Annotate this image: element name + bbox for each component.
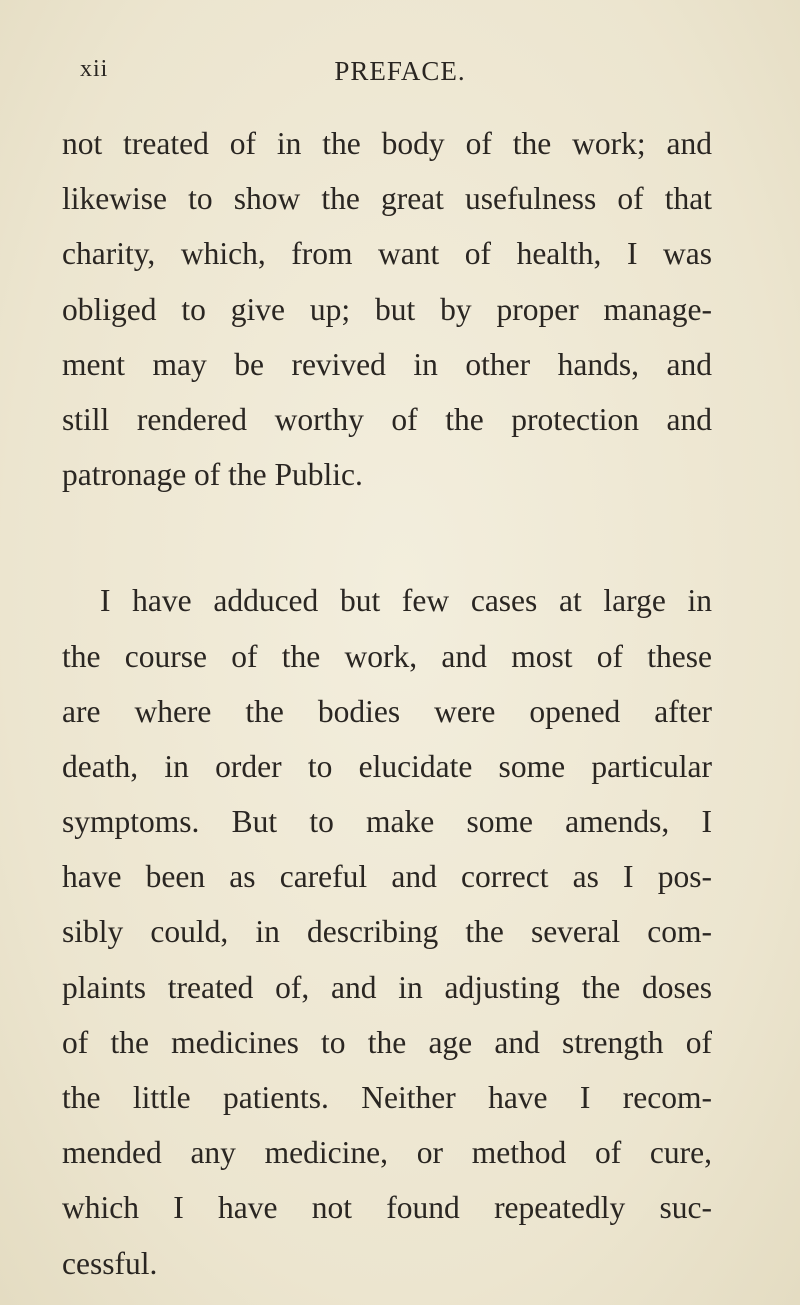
text-line: likewise to show the great usefulness of that	[62, 181, 712, 217]
text-line: mended any medicine, or method of cure,	[62, 1135, 712, 1171]
page-body	[62, 124, 712, 1299]
text-line: the little patients. Neither have I recom-	[62, 1080, 712, 1115]
text-line: patronage of the Public.	[62, 457, 363, 493]
text-line: still rendered worthy of the protection and	[62, 401, 712, 437]
text-line: charity, which, from want of health, I was	[62, 236, 712, 272]
text-line: have been as careful and correct as I pos-	[62, 859, 712, 895]
text-line: not treated of in the body of the work; and	[62, 126, 712, 161]
text-line: death, in order to elucidate some particular	[62, 748, 712, 784]
text-line: of the medicines to the age and strength of	[62, 1024, 712, 1060]
page-number: xii	[80, 56, 109, 82]
paragraph-1	[62, 124, 712, 510]
text-line: cessful.	[62, 1245, 158, 1281]
text-line: the course of the work, and most of these	[62, 638, 712, 674]
text-line: symptoms. But to make some amends, I	[62, 804, 712, 840]
text-line: are where the bodies were opened after	[62, 693, 712, 729]
text-line: plaints treated of, and in adjusting the doses	[62, 969, 712, 1005]
page-header	[0, 56, 800, 92]
text-line: sibly could, in describing the several com-	[62, 914, 712, 950]
text-line: ment may be revived in other hands, and	[62, 346, 712, 382]
running-title: PREFACE.	[334, 56, 466, 86]
text-line: which I have not found repeatedly suc-	[62, 1190, 712, 1226]
text-line: I have adduced but few cases at large in	[100, 583, 712, 619]
paragraph-spacer	[62, 510, 712, 581]
paragraph-2	[62, 581, 712, 1298]
text-line: obliged to give up; but by proper manage-	[62, 291, 712, 327]
